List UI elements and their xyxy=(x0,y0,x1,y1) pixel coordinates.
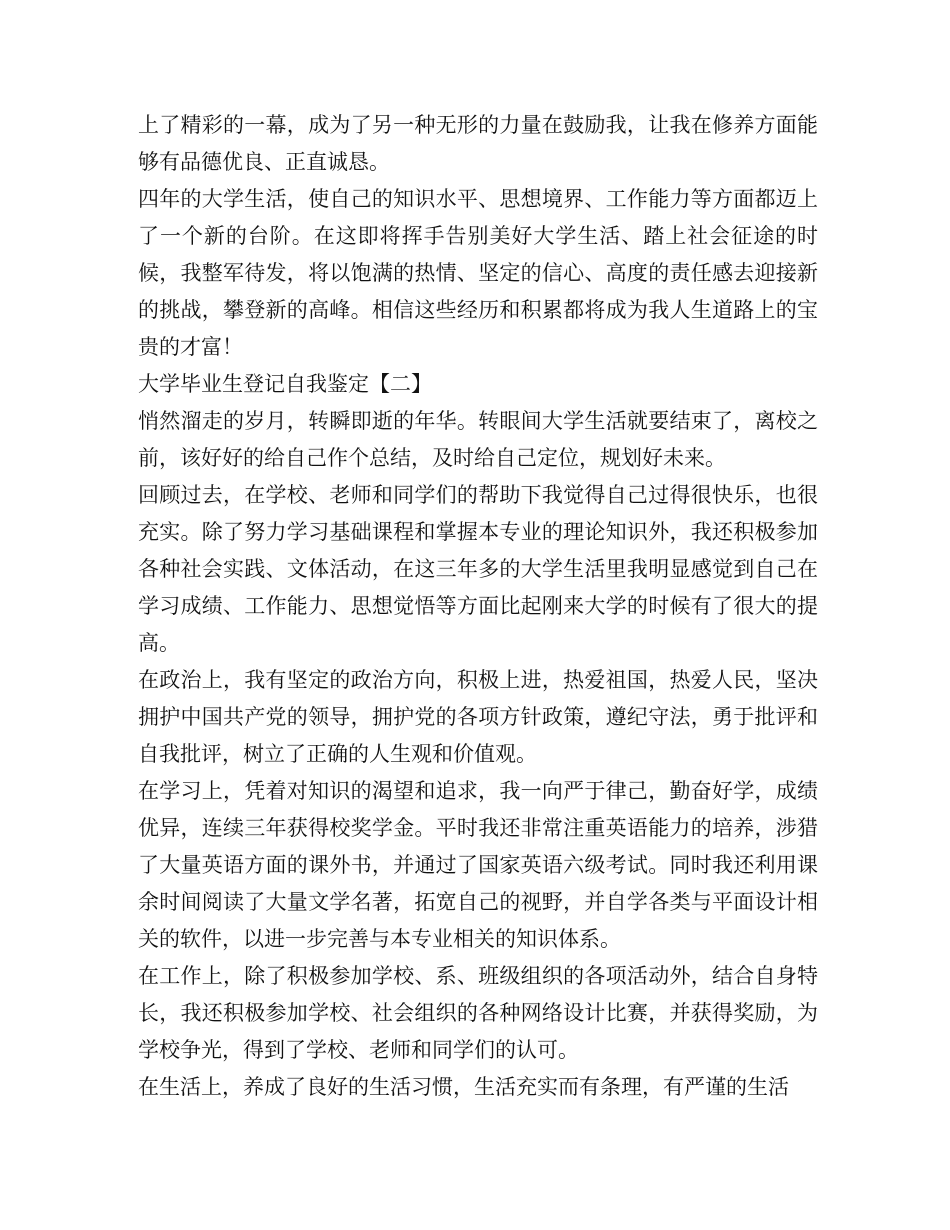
paragraph-review: 回顾过去，在学校、老师和同学们的帮助下我觉得自己过得很快乐，也很充实。除了努力学习基础课程和掌握本专业的理论知识外，我还积极参加各种社会实践、文体活动，在这三年多的大学生活里我明显感觉到自己在学习成绩、工作能力、思想觉悟等方面比起刚来大学的时候有了很大的提高。 xyxy=(138,483,818,655)
paragraph-continuation: 上了精彩的一幕，成为了另一种无形的力量在鼓励我，让我在修养方面能够有品德优良、正直诚恳。 xyxy=(138,113,818,174)
paragraph-work: 在工作上，除了积极参加学校、系、班级组织的各项活动外，结合自身特长，我还积极参加学校、社会组织的各种网络设计比赛，并获得奖励，为学校争光，得到了学校、老师和同学们的认可。 xyxy=(138,964,818,1062)
paragraph-life: 在生活上，养成了良好的生活习惯，生活充实而有条理，有严谨的生活 xyxy=(138,1075,789,1099)
paragraph-intro: 悄然溜走的岁月，转瞬即逝的年华。转眼间大学生活就要结束了，离校之前，该好好的给自己作个总结，及时给自己定位，规划好未来。 xyxy=(138,409,818,470)
paragraph-university-summary: 四年的大学生活，使自己的知识水平、思想境界、工作能力等方面都迈上了一个新的台阶。在这即将挥手告别美好大学生活、踏上社会征途的时候，我整军待发，将以饱满的热情、坚定的信心、高度的责任感去迎接新的挑战，攀登新的高峰。相信这些经历和积累都将成为我人生道路上的宝贵的才富！ xyxy=(138,187,818,359)
paragraph-politics: 在政治上，我有坚定的政治方向，积极上进，热爱祖国，热爱人民，坚决拥护中国共产党的领导，拥护党的各项方针政策，遵纪守法，勇于批评和自我批评，树立了正确的人生观和价值观。 xyxy=(138,668,818,766)
section-heading: 大学毕业生登记自我鉴定【二】 xyxy=(138,372,432,396)
paragraph-study: 在学习上，凭着对知识的渴望和追求，我一向严于律己，勤奋好学，成绩优异，连续三年获得校奖学金。平时我还非常注重英语能力的培养，涉猎了大量英语方面的课外书，并通过了国家英语六级考试。同时我还利用课余时间阅读了大量文学名著，拓宽自己的视野，并自学各类与平面设计相关的软件，以进一步完善与本专业相关的知识体系。 xyxy=(138,779,818,951)
document-body xyxy=(138,107,818,1106)
